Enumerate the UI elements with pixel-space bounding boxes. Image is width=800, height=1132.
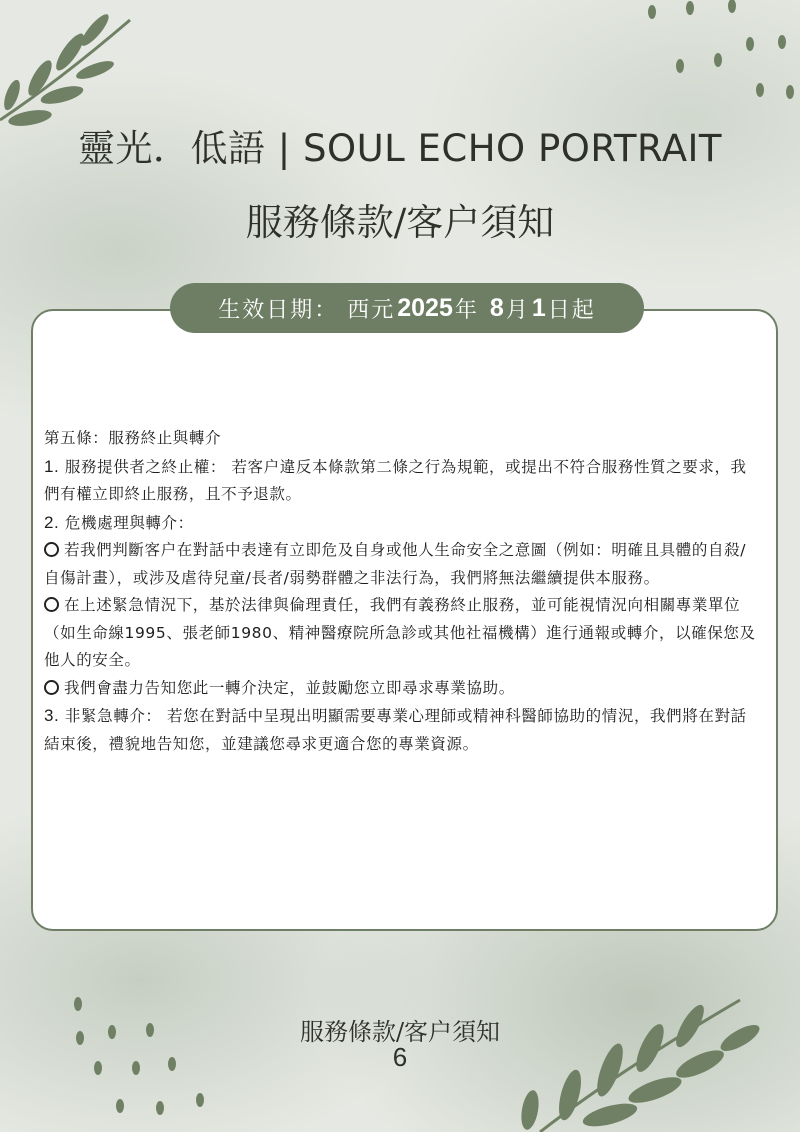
bullet-3-text: 我們會盡力告知您此一轉介決定，並鼓勵您立即尋求專業協助。: [64, 678, 515, 697]
effective-month-suffix: 月: [505, 297, 530, 323]
item-1-text: 服務提供者之終止權： 若客户違反本條款第二條之行為規範，或提出不符合服務性質之要求，我們有權立即終止服務，且不予退款。: [44, 457, 747, 503]
item-3-text: 非緊急轉介： 若您在對話中呈現出明顯需要專業心理師或精神科醫師協助的情況，我們將在對話結束後，禮貌地告知您，並建議您尋求更適合您的專業資源。: [44, 707, 747, 753]
footer-title: 服務條款/客户須知: [299, 1018, 501, 1046]
effective-day-suffix: 日起: [547, 297, 596, 323]
bullet-2-text: 在上述緊急情況下，基於法律與倫理責任，我們有義務終止服務，並可能視情況向相關專業單位（如生命線1995、張老師1980、精神醫療院所急診或其他社福機構）進行通報或轉介，以確保您及他人的安全。: [44, 596, 756, 669]
circle-bullet-icon: [44, 542, 59, 557]
article-bullet-3: [44, 675, 760, 703]
item-2-text: 危機處理與轉介：: [59, 513, 194, 532]
item-1-number: 1.: [44, 456, 60, 476]
bullet-1-text: 若我們判斷客户在對話中表達有立即危及自身或他人生命安全之意圖（例如：明確且具體的自殺/自傷計畫），或涉及虐待兒童/長者/弱勢群體之非法行為，我們將無法繼續提供本服務。: [44, 541, 747, 587]
page-subtitle: 服務條款/客户須知: [245, 201, 555, 244]
item-3-number: 3.: [44, 706, 60, 725]
article-item-2: [44, 509, 760, 538]
item-2-number: 2.: [44, 512, 60, 532]
page-title: 靈光．低語 | SOUL ECHO PORTRAIT: [77, 127, 723, 170]
circle-bullet-icon: [44, 597, 59, 612]
effective-year: 2025: [397, 293, 453, 322]
effective-year-suffix: 年: [454, 297, 479, 323]
page-number: 6: [392, 1042, 408, 1072]
effective-date-badge: [170, 283, 644, 333]
circle-bullet-icon: [44, 680, 59, 695]
article-item-1: [44, 453, 760, 509]
article-heading: 第五條：服務終止與轉介: [44, 429, 222, 447]
effective-date-prefix: 生效日期： 西元: [218, 297, 396, 323]
article-bullet-1: [44, 537, 760, 592]
effective-month: 8: [489, 293, 504, 322]
article-content: [44, 425, 760, 758]
effective-day: 1: [531, 293, 546, 322]
article-bullet-2: [44, 592, 760, 675]
article-item-3: [44, 702, 760, 758]
leaf-dots-top-right-icon: [640, 0, 800, 110]
